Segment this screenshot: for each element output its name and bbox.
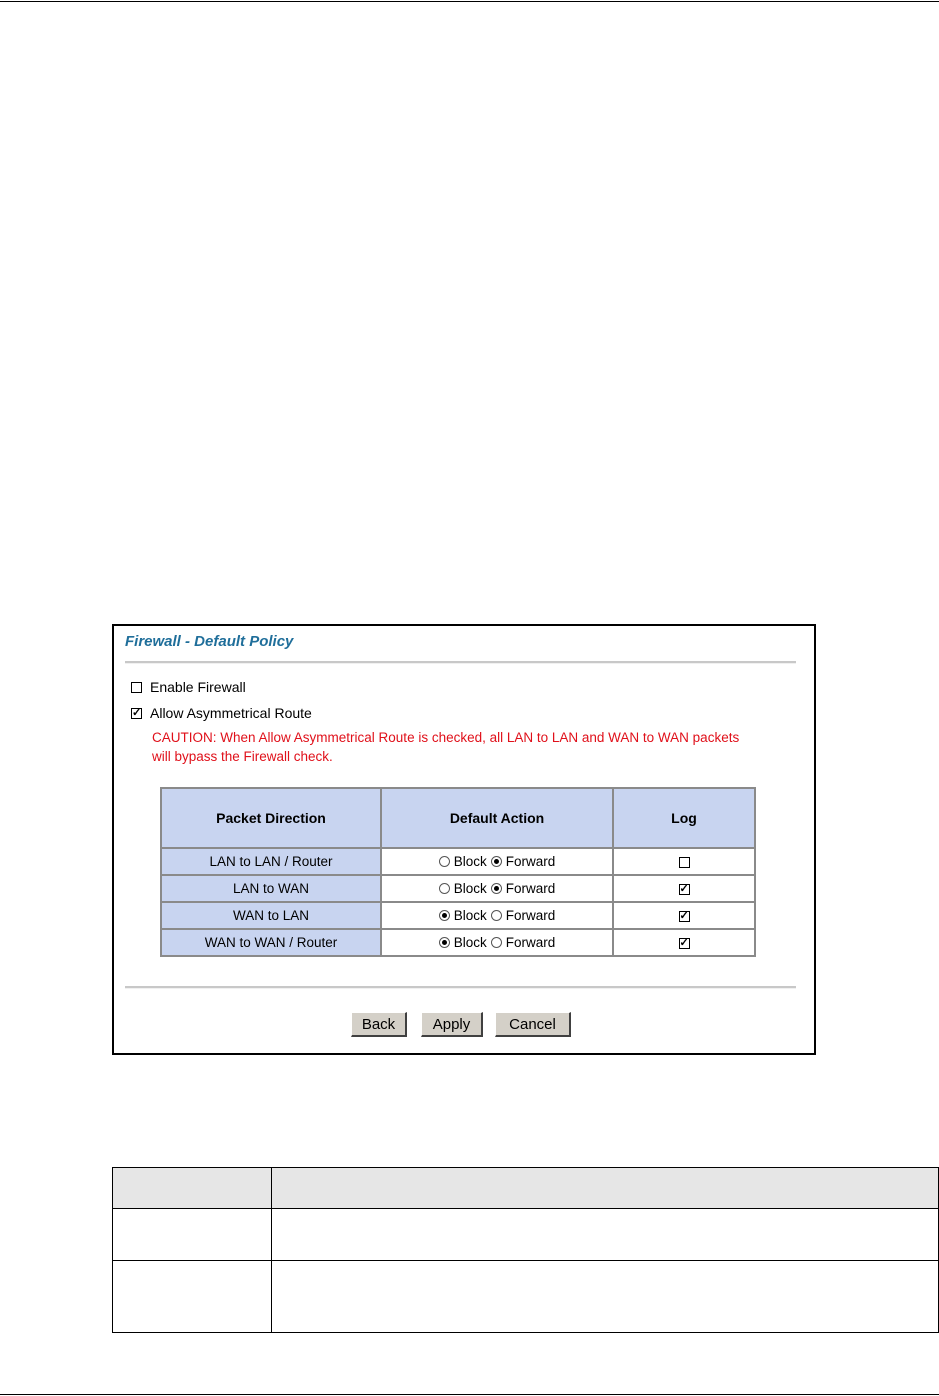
default-action-cell	[381, 848, 613, 875]
description-row	[113, 1261, 939, 1333]
enable-firewall-row	[131, 679, 246, 695]
allow-asymmetrical-route-label: Allow Asymmetrical Route	[150, 705, 312, 721]
apply-button[interactable]: Apply	[421, 1012, 483, 1037]
header-packet-direction: Packet Direction	[161, 788, 381, 848]
table-header-row	[161, 788, 755, 848]
header-log: Log	[613, 788, 755, 848]
allow-asymmetrical-route-row	[131, 705, 312, 721]
log-checkbox[interactable]	[679, 857, 690, 868]
table-row	[161, 929, 755, 956]
block-radio[interactable]	[439, 856, 450, 867]
table-row	[161, 875, 755, 902]
caution-line-2: will bypass the Firewall check.	[152, 749, 333, 764]
bottom-divider	[125, 986, 796, 989]
description-cell	[272, 1261, 939, 1333]
description-header-cell-2	[272, 1168, 939, 1209]
block-label: Block	[453, 935, 487, 950]
packet-direction-cell: WAN to WAN / Router	[161, 929, 381, 956]
table-row	[161, 848, 755, 875]
cancel-button[interactable]: Cancel	[495, 1012, 571, 1037]
block-label: Block	[453, 854, 487, 869]
forward-label: Forward	[505, 935, 556, 950]
description-cell	[113, 1261, 272, 1333]
default-policy-table	[160, 787, 756, 957]
forward-label: Forward	[505, 881, 556, 896]
page-bottom-rule	[0, 1394, 939, 1395]
page-top-rule	[0, 1, 939, 2]
forward-radio[interactable]	[491, 910, 502, 921]
log-checkbox[interactable]	[679, 884, 690, 895]
caution-message	[152, 728, 792, 766]
packet-direction-cell: WAN to LAN	[161, 902, 381, 929]
allow-asymmetrical-route-checkbox[interactable]	[131, 708, 142, 719]
forward-radio[interactable]	[491, 883, 502, 894]
block-radio[interactable]	[439, 883, 450, 894]
log-cell	[613, 875, 755, 902]
description-table	[112, 1167, 939, 1333]
enable-firewall-checkbox[interactable]	[131, 682, 142, 693]
back-button[interactable]: Back	[351, 1012, 407, 1037]
enable-firewall-label: Enable Firewall	[150, 679, 246, 695]
log-cell	[613, 929, 755, 956]
table-row	[161, 902, 755, 929]
description-header-row	[113, 1168, 939, 1209]
block-label: Block	[453, 908, 487, 923]
block-radio[interactable]	[439, 937, 450, 948]
description-cell	[113, 1209, 272, 1261]
forward-label: Forward	[505, 854, 556, 869]
forward-radio[interactable]	[491, 937, 502, 948]
description-row	[113, 1209, 939, 1261]
log-checkbox[interactable]	[679, 911, 690, 922]
title-divider	[125, 661, 796, 664]
log-cell	[613, 902, 755, 929]
block-radio[interactable]	[439, 910, 450, 921]
packet-direction-cell: LAN to LAN / Router	[161, 848, 381, 875]
firewall-default-policy-panel	[112, 624, 816, 1055]
default-action-cell	[381, 902, 613, 929]
caution-line-1: CAUTION: When Allow Asymmetrical Route is checked, all LAN to LAN and WAN to WAN packets	[152, 730, 740, 745]
header-default-action: Default Action	[381, 788, 613, 848]
panel-title: Firewall - Default Policy	[125, 633, 294, 650]
packet-direction-cell: LAN to WAN	[161, 875, 381, 902]
log-checkbox[interactable]	[679, 938, 690, 949]
forward-radio[interactable]	[491, 856, 502, 867]
default-action-cell	[381, 875, 613, 902]
default-action-cell	[381, 929, 613, 956]
description-cell	[272, 1209, 939, 1261]
log-cell	[613, 848, 755, 875]
block-label: Block	[453, 881, 487, 896]
forward-label: Forward	[505, 908, 556, 923]
description-header-cell-1	[113, 1168, 272, 1209]
